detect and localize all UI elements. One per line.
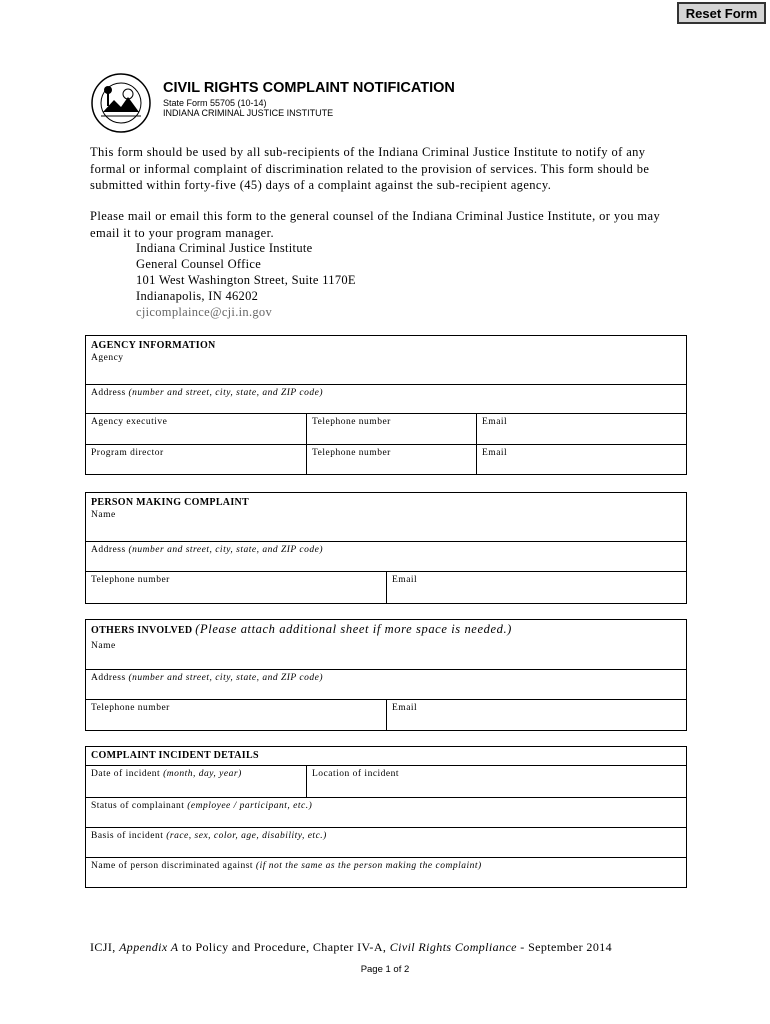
field-label: Telephone number [312, 417, 391, 427]
person-discriminated-row [86, 857, 686, 887]
intro-paragraph-2: Please mail or email this form to the general counsel of the Indiana Criminal Justice Institute, or you may email it to your program manager. [90, 209, 661, 240]
field-label: Telephone number [91, 703, 170, 713]
field-label: Name [91, 641, 116, 651]
field-label: Agency executive [91, 417, 168, 427]
director-email-input[interactable] [479, 460, 684, 472]
field-label: Address (number and street, city, state, and ZIP code) [91, 673, 324, 683]
others-name-input[interactable] [88, 655, 684, 667]
others-involved-section [85, 619, 687, 731]
complainant-status-row [86, 797, 686, 828]
field-label: Location of incident [312, 769, 400, 779]
section-title: AGENCY INFORMATION [91, 340, 216, 351]
program-director-row [86, 444, 686, 474]
section-title: OTHERS INVOLVED (Please attach additional sheet if more space is needed.) [91, 622, 512, 636]
agency-field [86, 350, 686, 384]
contact-email-link[interactable]: cjicomplaince@cji.in.gov [136, 305, 273, 319]
field-label: Telephone number [312, 448, 391, 458]
form-title: CIVIL RIGHTS COMPLAINT NOTIFICATION [163, 80, 455, 96]
complainant-email-input[interactable] [389, 589, 684, 601]
field-label: Address (number and street, city, state, and ZIP code) [91, 388, 324, 398]
complaint-incident-details-section [85, 746, 687, 888]
form-agency: INDIANA CRIMINAL JUSTICE INSTITUTE [163, 108, 334, 118]
incident-date-input[interactable] [88, 784, 304, 796]
field-label: Program director [91, 448, 164, 458]
field-label: Email [482, 448, 508, 458]
others-telephone-input[interactable] [88, 716, 384, 728]
agency-executive-row [86, 413, 686, 445]
field-label: Email [392, 703, 418, 713]
complainant-address-input[interactable] [88, 558, 684, 570]
incident-basis-row [86, 827, 686, 858]
complainant-telephone-input[interactable] [88, 589, 384, 601]
agency-input[interactable] [88, 370, 684, 382]
section-title: COMPLAINT INCIDENT DETAILS [91, 750, 259, 761]
complainant-status-input[interactable] [88, 814, 684, 826]
executive-email-input[interactable] [479, 431, 684, 443]
address-line-4: Indianapolis, IN 46202 [136, 289, 259, 303]
others-contact-row [86, 699, 686, 730]
section-title: PERSON MAKING COMPLAINT [91, 497, 250, 508]
field-label: Telephone number [91, 575, 170, 585]
complainant-name-input[interactable] [88, 527, 684, 539]
complainant-name-field [86, 507, 686, 541]
complainant-contact-row [86, 571, 686, 603]
address-line-1: Indiana Criminal Justice Institute [136, 241, 313, 255]
field-label: Agency [91, 353, 124, 363]
address-line-2: General Counsel Office [136, 257, 262, 271]
incident-location-input[interactable] [309, 784, 684, 796]
others-email-input[interactable] [389, 716, 684, 728]
field-label: Date of incident (month, day, year) [91, 769, 242, 779]
person-making-complaint-section [85, 492, 687, 604]
incident-basis-input[interactable] [88, 844, 684, 856]
field-label: Name of person discriminated against (if not the same as the person making the complaint) [91, 861, 482, 871]
program-director-input[interactable] [88, 460, 304, 472]
complainant-address-row [86, 541, 686, 572]
others-address-input[interactable] [88, 686, 684, 698]
field-label: Email [482, 417, 508, 427]
field-label: Basis of incident (race, sex, color, age, disability, etc.) [91, 831, 327, 841]
agency-information-section [85, 335, 687, 475]
agency-address-row [86, 384, 686, 414]
reset-form-button[interactable]: Reset Form [677, 2, 766, 24]
person-discriminated-input[interactable] [88, 873, 684, 885]
others-name-field [86, 638, 686, 669]
address-line-3: 101 West Washington Street, Suite 1170E [136, 273, 356, 287]
agency-executive-input[interactable] [88, 431, 304, 443]
intro-paragraph-1: This form should be used by all sub-recipients of the Indiana Criminal Justice Institute to notify of any formal or informal complaint of discrimination related to the provision of services. This form should be submitted within forty-five (45) days of a complaint against the sub-recipient agency. [90, 145, 650, 192]
field-label: Status of complainant (employee / participant, etc.) [91, 801, 313, 811]
agency-address-input[interactable] [88, 400, 684, 412]
director-telephone-input[interactable] [309, 460, 474, 472]
state-seal-icon [90, 72, 152, 134]
incident-date-location-row [86, 765, 686, 798]
form-number: State Form 55705 (10-14) [163, 98, 267, 108]
field-label: Address (number and street, city, state, and ZIP code) [91, 545, 324, 555]
field-label: Name [91, 510, 116, 520]
others-address-row [86, 669, 686, 700]
footer-citation: ICJI, Appendix A to Policy and Procedure, Chapter IV-A, Civil Rights Compliance - September 2014 [90, 940, 613, 954]
executive-telephone-input[interactable] [309, 431, 474, 443]
page-number: Page 1 of 2 [360, 964, 410, 975]
field-label: Email [392, 575, 418, 585]
